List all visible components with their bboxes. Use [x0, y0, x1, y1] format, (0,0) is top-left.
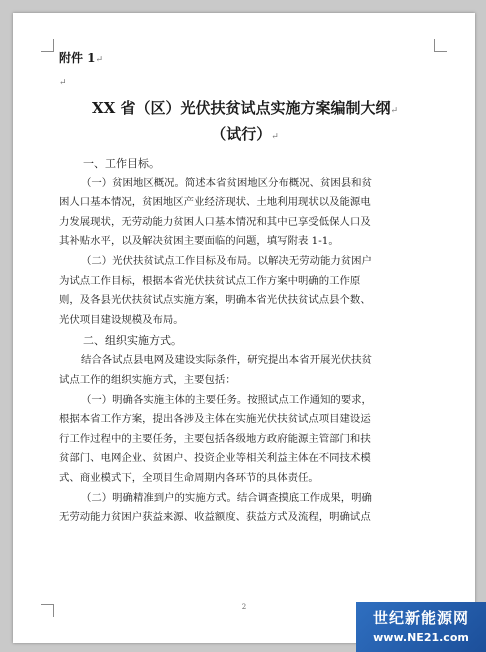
- paragraph-line: （一）贫困地区概况。简述本省贫困地区分布概况、贫困县和贫: [81, 176, 372, 189]
- paragraph-line: 式、商业模式下，全项目生命周期内各环节的具体责任。: [59, 471, 319, 484]
- section-heading-1: 一、工作目标。: [83, 156, 160, 170]
- empty-paragraph: ↵: [59, 77, 67, 88]
- document-subtitle: （试行）↵: [211, 124, 279, 143]
- site-watermark-logo: [356, 602, 486, 652]
- paragraph-line: 试点工作的组织实施方式，主要包括：: [59, 373, 236, 386]
- paragraph-line: 根据本省工作方案，提出各涉及主体在实施光伏扶贫试点项目建设运: [59, 413, 371, 426]
- margin-mark-top-left: [41, 39, 54, 52]
- document-page: [13, 13, 475, 643]
- page-number: 2: [241, 603, 247, 611]
- section-heading-2: 二、组织实施方式。: [83, 334, 182, 348]
- watermark-name: 世纪新能源网: [372, 609, 469, 627]
- paragraph-line: 无劳动能力贫困户获益来源、收益额度、获益方式及流程，明确试点: [59, 511, 371, 524]
- paragraph-line: 则，及各县光伏扶贫试点实施方案，明确本省光伏扶贫试点县个数、: [59, 294, 371, 307]
- document-title: XX 省（区）光伏扶贫试点实施方案编制大纲↵: [91, 98, 399, 117]
- margin-mark-top-right: [434, 39, 447, 52]
- paragraph-line: 力发展现状，无劳动能力贫困人口基本情况和其中已享受低保人口及: [59, 215, 371, 228]
- paragraph-line: 行工作过程中的主要任务，主要包括各级地方政府能源主管部门和扶: [59, 432, 371, 445]
- watermark-url: www.NE21.com: [373, 631, 469, 644]
- paragraph-line: 结合各试点县电网及建设实际条件，研究提出本省开展光伏扶贫: [81, 354, 372, 367]
- paragraph-line: （二）明确精准到户的实施方式。结合调查摸底工作成果，明确: [81, 491, 372, 504]
- paragraph-line: （一）明确各实施主体的主要任务。按照试点工作通知的要求，: [81, 393, 372, 406]
- paragraph-line: 为试点工作目标，根据本省光伏扶贫试点工作方案中明确的工作原: [59, 274, 361, 287]
- document-body: [59, 49, 431, 528]
- paragraph-line: 困人口基本情况，贫困地区产业经济现状、土地利用现状以及能源电: [59, 196, 371, 209]
- paragraph-line: 光伏项目建设规模及布局。: [59, 313, 184, 326]
- paragraph-line: 其补贴水平，以及解决贫困主要面临的问题，填写附表 1-1。: [59, 235, 339, 248]
- attachment-label: 附件 1↵: [59, 51, 104, 65]
- paragraph-line: 贫部门、电网企业、贫困户、投资企业等相关利益主体在不同技术模: [59, 452, 371, 465]
- paragraph-line: （二）光伏扶贫试点工作目标及布局。以解决无劳动能力贫困户: [81, 254, 372, 267]
